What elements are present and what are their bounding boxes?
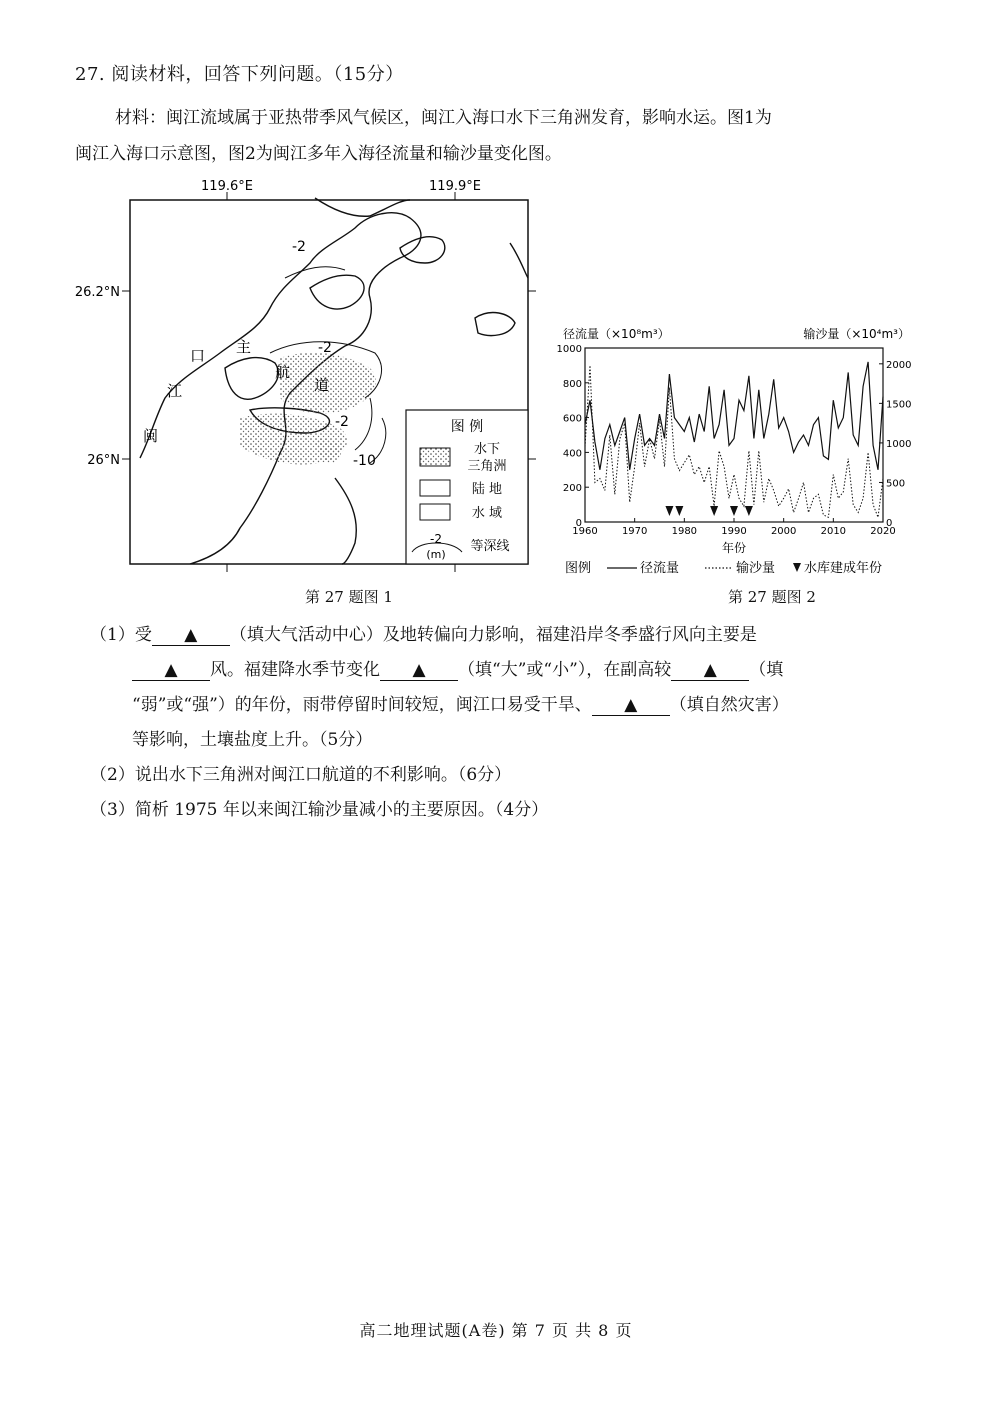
right-tick-label: 2000 — [886, 359, 912, 371]
map-caption: 第 27 题图 1 — [305, 588, 393, 606]
place-char-zhu: 主 — [236, 338, 252, 356]
answer-blank-1[interactable]: ▲ — [152, 625, 230, 646]
right-tick-label: 1500 — [886, 399, 912, 411]
place-char-jiang: 江 — [167, 382, 183, 400]
material-text — [75, 100, 935, 172]
reservoir-marker — [675, 506, 683, 516]
right-tick-label: 1000 — [886, 438, 912, 450]
page-footer: 高二地理试题(A卷) 第 7 页 共 8 页 — [359, 1321, 633, 1340]
map-legend — [406, 410, 528, 564]
legend-land-swatch — [420, 480, 450, 496]
reservoir-marker — [665, 506, 673, 516]
q1-part-h: 等影响，土壤盐度上升。（5分） — [132, 730, 373, 750]
material-line-1: 材料：闽江流域属于亚热带季风气候区，闽江入海口水下三角洲发育，影响水运。图1为 — [115, 108, 772, 128]
q1-part-c: 风。福建降水季节变化 — [210, 660, 380, 680]
depth-label-3: -2 — [335, 414, 349, 430]
chart-legend — [565, 560, 882, 576]
map-figure — [70, 178, 540, 578]
legend-delta-swatch — [420, 448, 450, 466]
depth-label-2: -2 — [318, 340, 332, 356]
legend-water-swatch — [420, 504, 450, 520]
legend-reservoir-label: 水库建成年份 — [804, 561, 883, 576]
question-3: （3）简析 1975 年以来闽江输沙量减小的主要原因。（4分） — [90, 800, 549, 820]
legend-contour-unit: (m) — [426, 548, 446, 561]
place-char-dao: 道 — [314, 376, 330, 394]
question-title: 27. 阅读材料，回答下列问题。（15分） — [75, 64, 404, 85]
left-tick-label: 600 — [562, 413, 582, 425]
q1-part-a: （1）受 — [90, 625, 152, 645]
q1-part-d: （填“大”或“小”），在副高较 — [458, 660, 672, 680]
q1-part-g: （填自然灾害） — [669, 695, 789, 715]
x-tick-label: 2020 — [870, 526, 896, 537]
chart-left-axis-label: 径流量（×10⁸m³） — [563, 327, 670, 341]
legend-water: 水 域 — [471, 506, 503, 521]
reservoir-marker — [730, 506, 738, 516]
legend-delta-1: 水下 — [473, 442, 501, 457]
question-1 — [90, 618, 940, 758]
x-tick-label: 1990 — [721, 526, 747, 537]
legend-delta-2: 三角洲 — [467, 459, 507, 474]
legend-contour-value: -2 — [430, 532, 442, 546]
lon-label-1: 119.6°E — [201, 179, 253, 194]
reservoir-marker — [745, 506, 753, 516]
left-tick-label: 200 — [562, 483, 582, 495]
runoff-series-line — [585, 362, 883, 470]
legend-land: 陆 地 — [471, 482, 503, 497]
legend-title: 图 例 — [450, 419, 484, 435]
answer-blank-5[interactable]: ▲ — [592, 695, 670, 716]
q1-part-f: “弱”或“强”）的年份，雨带停留时间较短，闽江口易受干旱、 — [132, 695, 592, 715]
place-char-hang: 航 — [275, 363, 291, 381]
material-line-2: 闽江入海口示意图，图2为闽江多年入海径流量和输沙量变化图。 — [75, 144, 562, 164]
place-char-min: 闽 — [143, 427, 159, 445]
question-2: （2）说出水下三角洲对闽江口航道的不利影响。（6分） — [90, 765, 512, 785]
chart-figure — [555, 318, 925, 583]
legend-sediment-label: 输沙量 — [736, 561, 776, 576]
chart-legend-prefix: 图例 — [565, 561, 592, 576]
lat-label-1: 26.2°N — [74, 285, 120, 300]
x-tick-label: 2010 — [820, 526, 847, 537]
lon-label-2: 119.9°E — [429, 179, 481, 194]
left-tick-label: 800 — [562, 378, 582, 390]
x-tick-label: 1970 — [621, 526, 648, 537]
place-char-kou: 口 — [190, 347, 206, 365]
left-tick-label: 400 — [562, 448, 582, 460]
right-tick-label: 500 — [886, 478, 906, 490]
x-tick-label: 2000 — [770, 526, 797, 537]
answer-blank-4[interactable]: ▲ — [671, 660, 749, 681]
reservoir-marker — [710, 506, 718, 516]
sediment-series-line — [585, 365, 883, 517]
left-tick-label: 1000 — [556, 344, 582, 355]
chart-caption: 第 27 题图 2 — [728, 588, 816, 606]
chart-right-axis-label: 输沙量（×10⁴m³） — [803, 327, 910, 341]
left-tick-label: 0 — [575, 518, 582, 529]
legend-reservoir-icon — [793, 563, 801, 572]
q1-part-b: （填大气活动中心）及地转偏向力影响，福建沿岸冬季盛行风向主要是 — [229, 625, 757, 645]
legend-runoff-label: 径流量 — [640, 561, 680, 576]
chart-x-label: 年份 — [721, 541, 747, 555]
right-tick-label: 0 — [886, 518, 893, 529]
x-tick-label: 1960 — [572, 526, 598, 537]
depth-label-1: -2 — [292, 239, 306, 255]
x-tick-label: 1980 — [671, 526, 698, 537]
legend-contour-label: 等深线 — [470, 539, 510, 554]
answer-blank-2[interactable]: ▲ — [132, 660, 210, 681]
depth-label-4: -10 — [353, 453, 376, 469]
q1-part-e: （填 — [749, 660, 784, 680]
answer-blank-3[interactable]: ▲ — [380, 660, 458, 681]
lat-label-2: 26°N — [87, 453, 120, 468]
